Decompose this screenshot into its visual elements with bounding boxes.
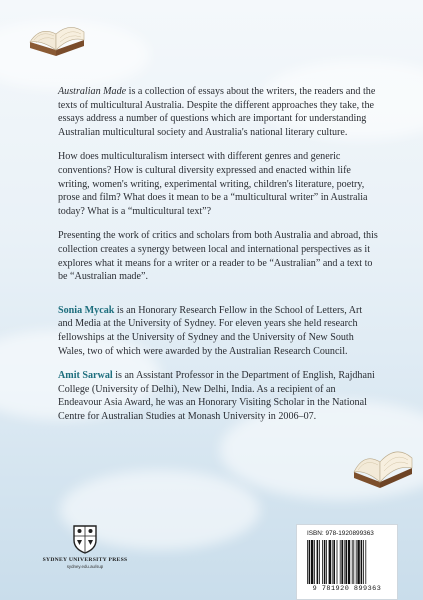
isbn-barcode: [296, 524, 398, 600]
blurb-paragraph-2: How does multiculturalism intersect with different genres and generic conventions? How is cultural diversity expressed and enacted within life writing, women's writing, experimental writing, children's literature, poetry, prose and film? What does it mean to be a “multicultural writer” in Australia today? What is a “multicultural text”?: [58, 151, 368, 217]
isbn-label: ISBN: 978-1920899363: [307, 530, 374, 537]
author-name: Amit Sarwal: [58, 370, 113, 382]
author-bio-text: is an Assistant Professor in the Department of English, Rajdhani College (University of Delhi), New Delhi, India. As a recipient of an Endeavour Asia Award, he was an Honorary Visiting Scholar in the National Centre for Australian Studies at Monash University in 2006–07.: [58, 370, 375, 422]
author-bio-text: is an Honorary Research Fellow in the School of Letters, Art and Media at the University of Sydney. For eleven years she held research fellowships at the University of Sydney and the University of New South Wales, two of which were awarded by the Australian Research Council.: [58, 304, 363, 357]
barcode-bars: [307, 540, 389, 584]
author-name: Sonia Mycak: [58, 304, 115, 316]
university-crest-icon: [72, 524, 98, 554]
blurb-paragraph-1-text: is a collection of essays about the writers, the readers and the texts of multicultural Australia. Despite the different approaches they take, the essays address a number of questions which are important for understanding Australian multicultural society and Australia's national literary culture.: [58, 86, 376, 138]
blurb-paragraph-3: Presenting the work of critics and scholars from both Australia and abroad, this collection creates a synergy between local and international perspectives as it explores what it means for a writer or a reader to be “Australian” and a text to be “Australian made”.: [58, 230, 378, 283]
open-book-illustration-bottom: [348, 438, 418, 492]
publisher-logo: [40, 524, 130, 569]
publisher-name: SYDNEY UNIVERSITY PRESS: [42, 557, 128, 563]
book-title: Australian Made: [58, 86, 127, 97]
publisher-url: sydney.edu.au/sup: [66, 564, 104, 569]
author-bio-1: [58, 304, 378, 358]
barcode-digits: 9 781920 899363: [312, 585, 382, 593]
author-bio-2: [58, 369, 378, 423]
open-book-illustration-top: [26, 16, 88, 60]
blurb-paragraph-1: [58, 85, 378, 139]
blurb: [58, 85, 378, 434]
